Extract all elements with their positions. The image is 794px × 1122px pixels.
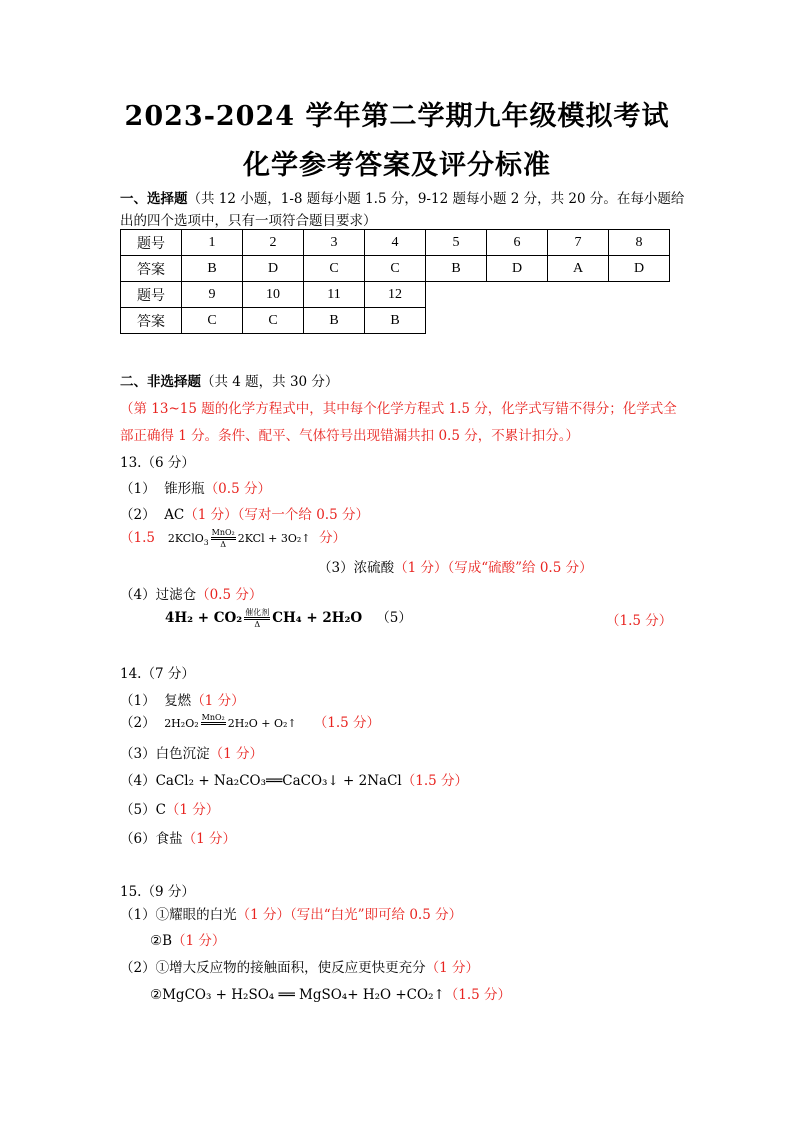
- q14-a6-score: （1 分）: [182, 831, 236, 847]
- q14-a4-score: （1.5 分）: [401, 773, 469, 789]
- table-cell: 5: [426, 230, 487, 256]
- table-cell: D: [243, 256, 304, 282]
- q14-a3-text: （3）白色沉淀: [120, 746, 210, 762]
- q14-a2-right: 2H₂O + O₂↑: [227, 717, 297, 730]
- reaction-condition: $\frac{\text{MnO₂}}{\Delta}$: [211, 528, 235, 549]
- q14-answer5: [120, 798, 219, 818]
- document-title: 2023-2024 学年第二学期九年级模拟考试: [124, 101, 670, 132]
- q13-eq1-post: 分）: [319, 530, 347, 546]
- q13-answer1: [120, 477, 271, 497]
- q13-eq1-right: 2KCl + 3O₂↑: [237, 532, 311, 545]
- table-cell: D: [487, 256, 548, 282]
- table-cell: 6: [487, 230, 548, 256]
- q13-eq1-pre: （1.5: [120, 530, 155, 546]
- table-cell-label: 题号: [121, 230, 182, 256]
- q15-a1-score: （1 分）（写出“白光”即可给 0.5 分）: [236, 907, 463, 923]
- q13-eq2-score: （1.5 分）: [606, 613, 673, 629]
- section1-heading: 一、选择题: [120, 191, 188, 207]
- table-row: [121, 282, 670, 308]
- q15-heading: 15.（9 分）: [120, 884, 195, 900]
- q15-a2-score: （1 分）: [425, 960, 479, 976]
- q15-answer1: [120, 903, 462, 923]
- q15-answer2b: [150, 983, 511, 1003]
- scoring-note-line2: 部正确得 1 分。条件、配平、气体符号出现错漏共扣 0.5 分，不累计扣分。）: [120, 428, 579, 444]
- table-cell: B: [182, 256, 243, 282]
- q13-answer2: [120, 503, 369, 523]
- table-cell: 11: [304, 282, 365, 308]
- table-cell: 9: [182, 282, 243, 308]
- table-cell: 2: [243, 230, 304, 256]
- table-cell: 1: [182, 230, 243, 256]
- reaction-condition: $\frac{\text{催化剂}}{\Delta}$: [245, 608, 270, 629]
- answer-table: [120, 229, 670, 334]
- q13-a3-score: （1 分）（写成“硫酸”给 0.5 分）: [394, 560, 593, 576]
- q14-answer3: [120, 742, 263, 762]
- q15-a1b-text: ②B: [150, 933, 173, 949]
- q14-a4-text: （4）CaCl₂ + Na₂CO₃══CaCO₃↓ + 2NaCl: [120, 773, 402, 789]
- q13-a3-text: （3）浓硫酸: [318, 560, 395, 576]
- q15-answer1b: [150, 929, 225, 949]
- table-cell-label: 答案: [121, 256, 182, 282]
- section1-desc1: （共 12 小题，1-8 题每小题 1.5 分，9-12 题每小题 2 分，共 20 分。在每小题给: [187, 191, 685, 207]
- table-cell: 10: [243, 282, 304, 308]
- q15-answer2: [120, 956, 479, 976]
- section2-heading-line: [120, 370, 338, 390]
- table-cell: 4: [365, 230, 426, 256]
- q13-a1-num: （1）: [120, 481, 156, 497]
- table-row: [121, 230, 670, 256]
- q13-answer4: [120, 583, 262, 603]
- q13-eq2-num: （5）: [376, 610, 412, 626]
- table-cell: B: [304, 308, 365, 334]
- section1-line1: [120, 187, 684, 207]
- q15-a1b-score: （1 分）: [172, 933, 226, 949]
- table-cell: C: [182, 308, 243, 334]
- reaction-condition: MnO₂: [201, 713, 226, 734]
- scoring-note-line1: （第 13~15 题的化学方程式中，其中每个化学方程式 1.5 分，化学式写错不得分；化学式全: [120, 401, 677, 417]
- q14-a2-num: （2）: [120, 715, 156, 731]
- table-cell: 12: [365, 282, 426, 308]
- q14-a2-score: （1.5 分）: [313, 715, 381, 731]
- q13-equation1: [120, 526, 346, 549]
- q13-eq2-right: CH₄ + 2H₂O: [272, 610, 363, 626]
- q13-a4-score: （0.5 分）: [196, 587, 263, 603]
- q13-eq1-left: 2KClO$_3$: [167, 532, 209, 548]
- q14-a1-num: （1）: [120, 693, 156, 709]
- q13-heading: 13.（6 分）: [120, 455, 195, 471]
- table-cell-label: 答案: [121, 308, 182, 334]
- q13-a2-score: （1 分）（写对一个给 0.5 分）: [184, 507, 369, 523]
- q13-a1-text: 锥形瓶: [164, 481, 205, 497]
- table-cell-label: 题号: [121, 282, 182, 308]
- q14-heading: 14.（7 分）: [120, 666, 195, 682]
- q15-a2b-score: （1.5 分）: [444, 987, 512, 1003]
- q13-equation2: [165, 606, 412, 629]
- table-cell: 7: [548, 230, 609, 256]
- table-cell: D: [609, 256, 670, 282]
- table-cell: C: [243, 308, 304, 334]
- table-cell: C: [304, 256, 365, 282]
- section1-desc2: 出的四个选项中，只有一项符合题目要求）: [120, 213, 377, 229]
- q14-answer6: [120, 827, 236, 847]
- q14-a6-text: （6）食盐: [120, 831, 183, 847]
- q15-a1-text: （1）①耀眼的白光: [120, 907, 237, 923]
- section2-desc: （共 4 题，共 30 分）: [201, 374, 339, 390]
- q13-a2-text: AC: [164, 507, 185, 523]
- document-subtitle: 化学参考答案及评分标准: [243, 150, 551, 181]
- q14-answer2: [120, 711, 380, 734]
- table-cell: B: [426, 256, 487, 282]
- q13-a2-num: （2）: [120, 507, 156, 523]
- q14-a2-left: 2H₂O₂: [164, 717, 199, 730]
- table-row: [121, 308, 670, 334]
- q13-answer3: [318, 556, 593, 576]
- q14-a1-text: 复燃: [164, 693, 192, 709]
- table-cell: A: [548, 256, 609, 282]
- q13-eq2-left: 4H₂ + CO₂: [165, 610, 243, 626]
- table-row: [121, 256, 670, 282]
- q14-a5-score: （1 分）: [165, 802, 220, 818]
- q14-answer4: [120, 769, 468, 789]
- q15-a2-text: （2）①增大反应物的接触面积，使反应更快更充分: [120, 960, 426, 976]
- q14-a3-score: （1 分）: [209, 746, 263, 762]
- q13-a4-text: （4）过滤仓: [120, 587, 197, 603]
- table-cell: C: [365, 256, 426, 282]
- section2-heading: 二、非选择题: [120, 374, 201, 390]
- q15-a2b-text: ②MgCO₃ + H₂SO₄ ══ MgSO₄+ H₂O +CO₂↑: [150, 987, 445, 1003]
- q13-a1-score: （0.5 分）: [204, 481, 271, 497]
- table-cell: B: [365, 308, 426, 334]
- q14-answer1: [120, 689, 245, 709]
- table-cell: 8: [609, 230, 670, 256]
- q14-a1-score: （1 分）: [191, 693, 245, 709]
- table-cell: 3: [304, 230, 365, 256]
- q14-a5-text: （5）C: [120, 802, 166, 818]
